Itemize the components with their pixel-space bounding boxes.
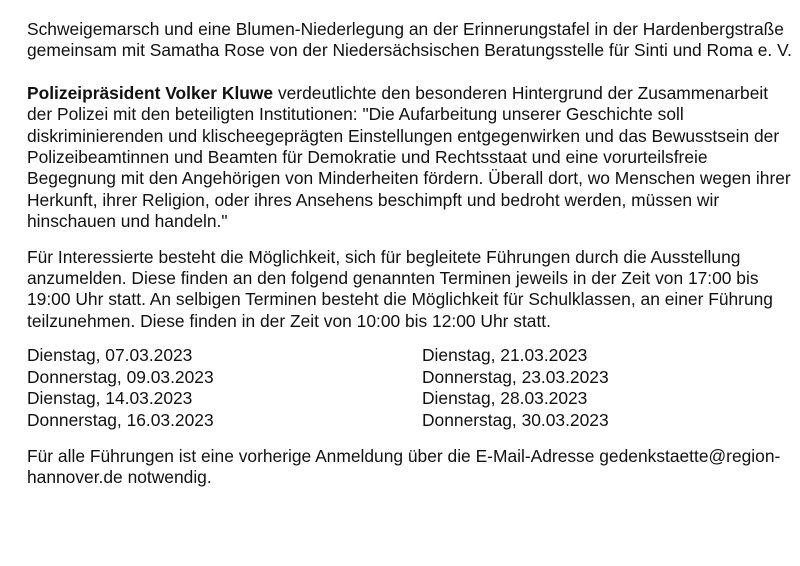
- dates-list: [27, 345, 793, 431]
- date-item: Donnerstag, 23.03.2023: [422, 366, 609, 387]
- date-item: Donnerstag, 30.03.2023: [422, 409, 609, 430]
- date-item: Dienstag, 28.03.2023: [422, 388, 588, 409]
- quote-paragraph: [27, 83, 793, 233]
- closing-paragraph: Für alle Führungen ist eine vorherige Anmeldung über die E-Mail-Adresse gedenkstaette@region-hannover.de notwendig.: [27, 445, 781, 488]
- quote-speaker: Polizeipräsident Volker Kluwe: [27, 82, 274, 103]
- date-item: Dienstag, 07.03.2023: [27, 345, 193, 366]
- date-item: Dienstag, 14.03.2023: [27, 388, 193, 409]
- info-paragraph: Für Interessierte besteht die Möglichkeit, sich für begleitete Führungen durch die Ausstellung anzumelden. Diese finden an den folgend genannten Terminen jeweils in der Zeit von 17:00 bis 19:00 Uhr statt. An selbigen Terminen besteht die Möglichkeit für Schulklassen, an einer Führung teilzunehmen. Diese finden in der Zeit von 10:00 bis 12:00 Uhr statt.: [27, 246, 773, 331]
- dates-column-left: [27, 345, 422, 431]
- date-item: Donnerstag, 16.03.2023: [27, 409, 214, 430]
- intro-paragraph: Schweigemarsch und eine Blumen-Niederlegung an der Erinnerungstafel in der Hardenbergstraße gemeinsam mit Samatha Rose von der Niedersächsischen Beratungsstelle für Sinti und Roma e. V.: [27, 19, 792, 61]
- date-item: Donnerstag, 09.03.2023: [27, 366, 214, 387]
- date-item: Dienstag, 21.03.2023: [422, 345, 588, 366]
- dates-column-right: [422, 345, 793, 431]
- quote-text: verdeutlichte den besonderen Hintergrund der Zusammenarbeit der Polizei mit den beteiligten Institutionen: "Die Aufarbeitung unserer Geschichte soll diskriminierenden und klischeegeprägten Einstellungen entgegenwirken und das Bewusstsein der Polizeibeamtinnen und Beamten für Demokratie und Rechtsstaat und eine vorurteilsfreie Begegnung mit den Angehörigen von Minderheiten fördern. Überall dort, wo Menschen wegen ihrer Herkunft, ihrer Religion, oder ihres Ansehens beschimpft und bedroht werden, müssen wir hinschauen und handeln.": [27, 82, 791, 232]
- document-page: [27, 19, 793, 489]
